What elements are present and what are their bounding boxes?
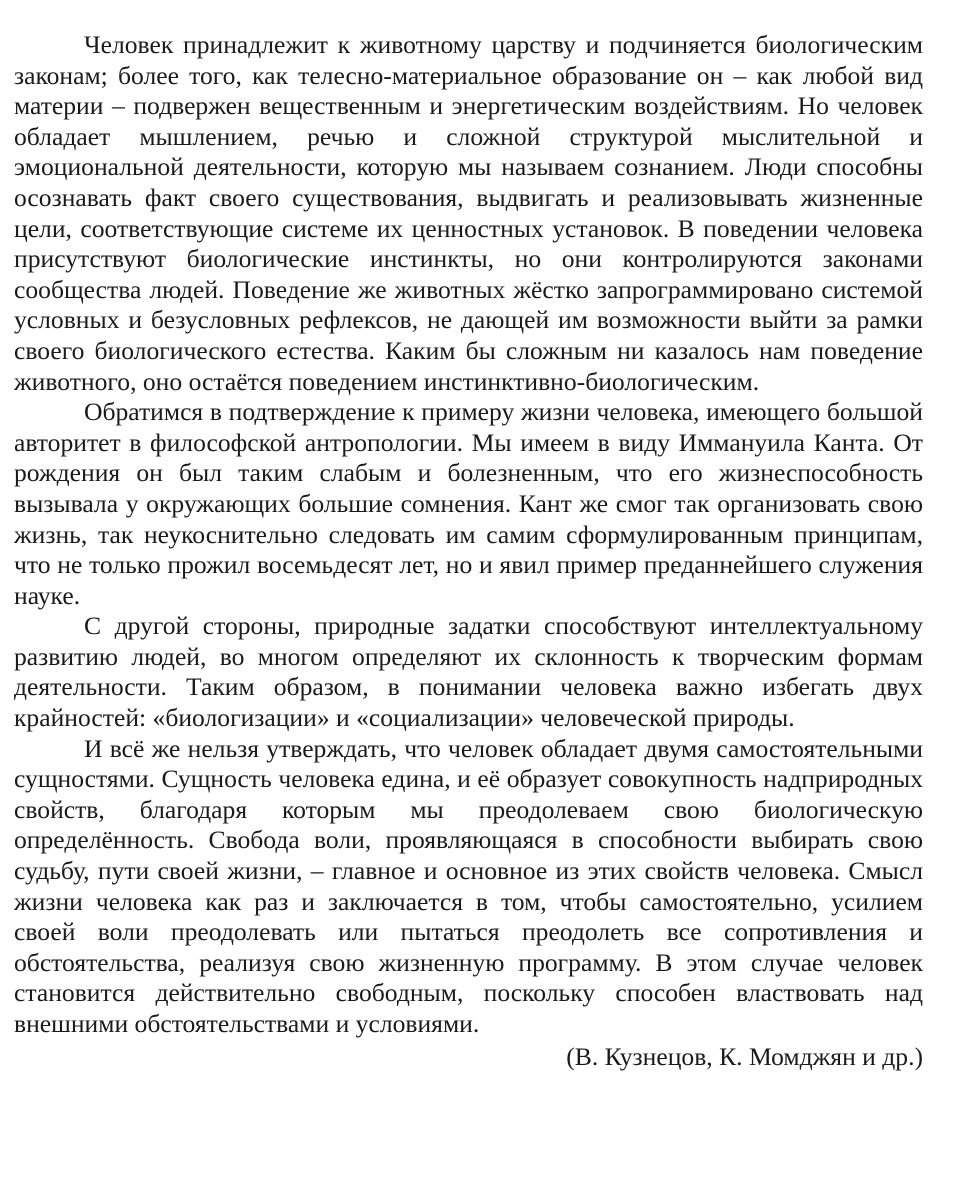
- source-attribution: (В. Кузнецов, К. Момджян и др.): [566, 1041, 923, 1071]
- paragraph-2: Обратимся в подтверждение к примеру жизни человека, имеющего большой авторитет в философской антропологии. Мы имеем в виду Иммануила Канта. От рождения он был таким слабым и болезненным, что его жизнеспособность вызывала у окружающих большие сомнения. Кант же смог так организовать свою жизнь, так неукоснительно следовать им самим сформулированным принципам, что не только прожил восемьдесят лет, но и явил пример преданнейшего служения науке.: [14, 397, 923, 610]
- paragraph-3: С другой стороны, природные задатки способствуют интеллектуальному развитию людей, во многом определяют их склонность к творческим формам деятельности. Таким образом, в понимании человека важно избегать двух крайностей: «биологизации» и «социализации» человеческой природы.: [14, 611, 923, 733]
- paragraph-1: Человек принадлежит к животному царству и подчиняется биологическим законам; более того, как телесно-материальное образование он – как любой вид материи – подвержен вещественным и энергетическим воздействиям. Но человек обладает мышлением, речью и сложной структурой мыслительной и эмоциональной деятельности, которую мы называем сознанием. Люди способны осознавать факт своего существования, выдвигать и реализовывать жизненные цели, соответствующие системе их ценностных установок. В поведении человека присутствуют биологические инстинкты, но они контролируются законами сообщества людей. Поведение же животных жёстко запрограммировано системой условных и безусловных рефлексов, не дающей им возможности выйти за рамки своего биологического естества. Каким бы сложным ни казалось нам поведение животного, оно остаётся поведением инстинктивно-биологическим.: [14, 30, 923, 396]
- paragraph-4: И всё же нельзя утверждать, что человек обладает двумя самостоятельными сущностями. Сущность человека едина, и её образует совокупность надприродных свойств, благодаря которым мы преодолеваем свою биологическую определённость. Свобода воли, проявляющаяся в способности выбирать свою судьбу, пути своей жизни, – главное и основное из этих свойств человека. Смысл жизни человека как раз и заключается в том, чтобы самостоятельно, усилием своей воли преодолевать или пытаться преодолеть все сопротивления и обстоятельства, реализуя свою жизненную программу. В этом случае человек становится действительно свободным, поскольку способен властвовать над внешними обстоятельствами и условиями.: [14, 733, 923, 1038]
